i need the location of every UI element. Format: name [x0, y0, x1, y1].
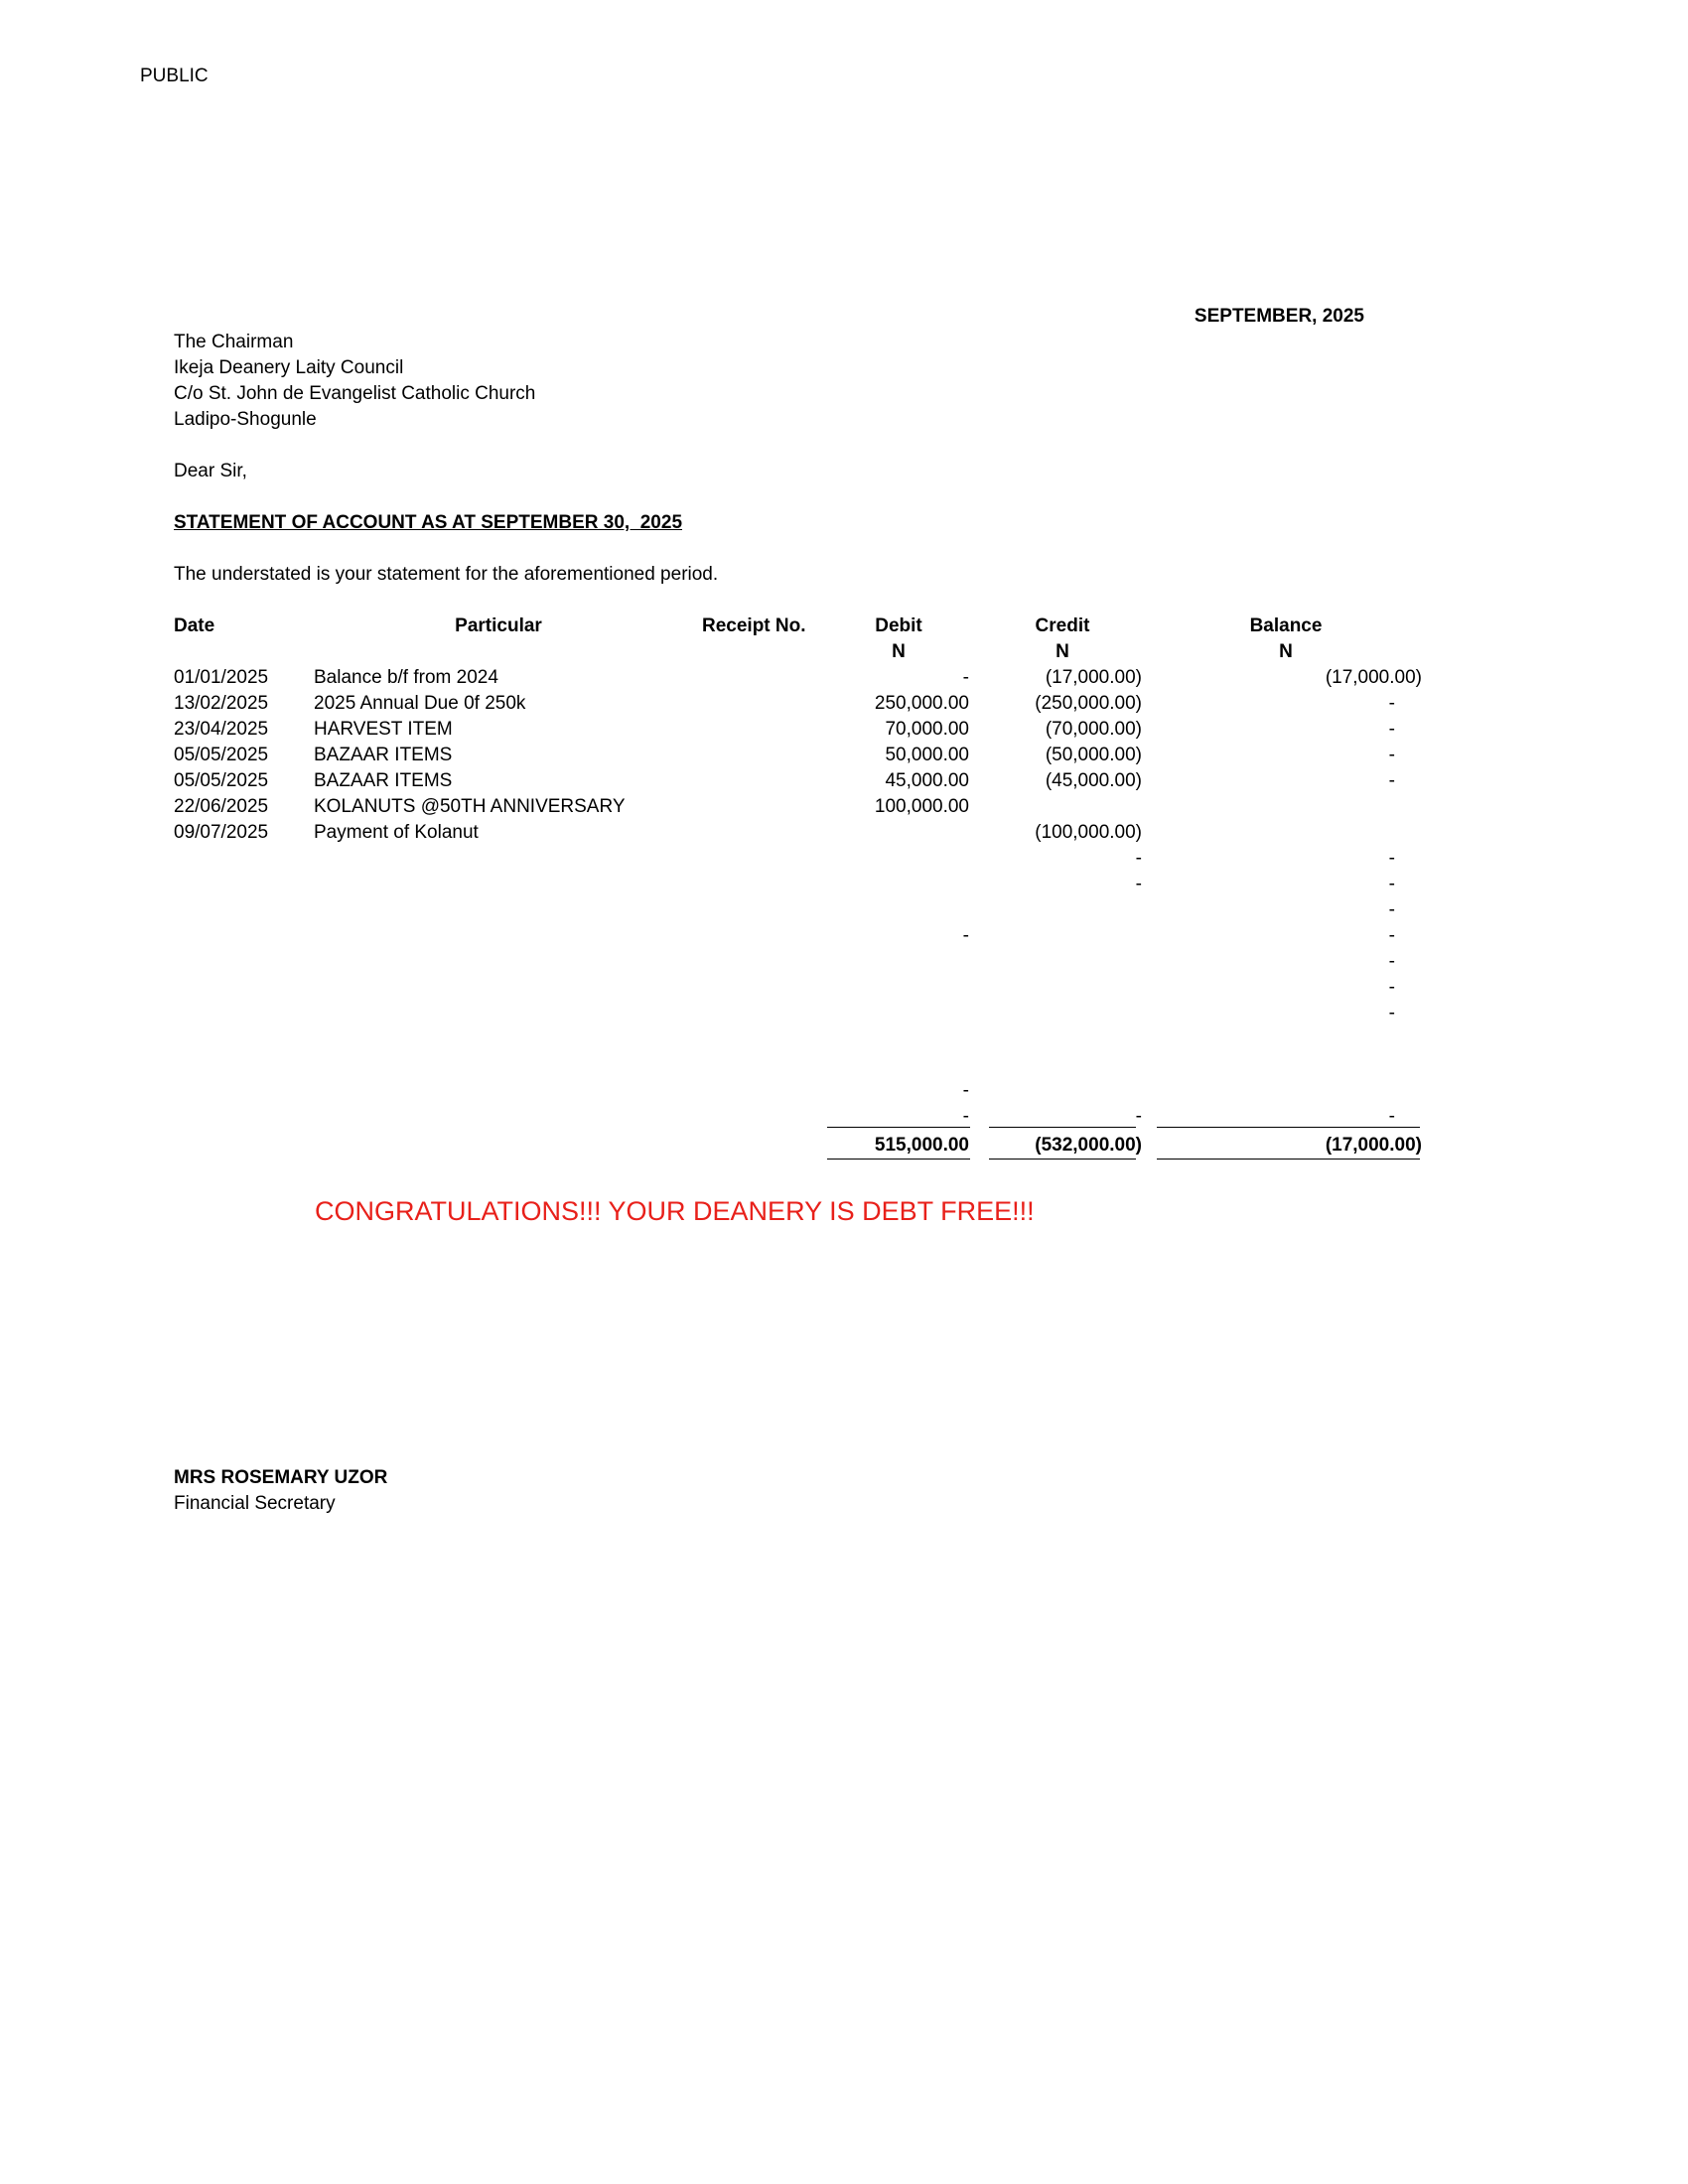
cell-particular: KOLANUTS @50TH ANNIVERSARY: [314, 796, 626, 817]
cell-date: 13/02/2025: [174, 693, 269, 714]
header-debit: Debit: [875, 615, 922, 636]
cell-balance: -: [1388, 977, 1395, 998]
credit-total-rule-top: [989, 1127, 1136, 1128]
cell-debit: -: [962, 667, 969, 688]
address-line-3: C/o St. John de Evangelist Catholic Church: [174, 383, 536, 404]
table-row: [0, 743, 1688, 768]
table-row: [0, 794, 1688, 820]
table-row: [0, 1078, 1688, 1104]
debit-currency: N: [892, 641, 906, 662]
cell-credit: (50,000.00): [1045, 745, 1142, 765]
cell-balance: (17,000.00): [1325, 667, 1422, 688]
cell-debit: 50,000.00: [885, 745, 969, 765]
cell-date: 01/01/2025: [174, 667, 269, 688]
cell-date: 22/06/2025: [174, 796, 269, 817]
cell-credit: -: [1135, 848, 1142, 869]
header-balance: Balance: [1249, 615, 1323, 636]
statement-subject: STATEMENT OF ACCOUNT AS AT SEPTEMBER 30, 2025: [174, 512, 683, 533]
cell-credit: -: [1135, 874, 1142, 894]
cell-credit: (45,000.00): [1045, 770, 1142, 791]
classification-label: PUBLIC: [140, 66, 209, 86]
cell-balance: -: [1388, 1106, 1395, 1127]
table-row: [0, 949, 1688, 975]
date-heading: SEPTEMBER, 2025: [1194, 306, 1364, 327]
cell-particular: Payment of Kolanut: [314, 822, 479, 843]
signatory-name: MRS ROSEMARY UZOR: [174, 1467, 388, 1488]
header-credit: Credit: [1035, 615, 1090, 636]
cell-balance: -: [1388, 745, 1395, 765]
table-row: [0, 846, 1688, 872]
cell-debit: 45,000.00: [885, 770, 969, 791]
cell-debit: -: [962, 925, 969, 946]
cell-balance: -: [1388, 951, 1395, 972]
cell-credit: (100,000.00): [1035, 822, 1142, 843]
cell-particular: 2025 Annual Due 0f 250k: [314, 693, 526, 714]
cell-credit: (70,000.00): [1045, 719, 1142, 740]
cell-balance: -: [1388, 925, 1395, 946]
debt-free-notice: CONGRATULATIONS!!! YOUR DEANERY IS DEBT FREE!!!: [315, 1196, 1035, 1226]
cell-particular: HARVEST ITEM: [314, 719, 453, 740]
cell-credit: (250,000.00): [1035, 693, 1142, 714]
cell-balance: -: [1388, 693, 1395, 714]
cell-date: 09/07/2025: [174, 822, 269, 843]
signatory-title: Financial Secretary: [174, 1493, 336, 1514]
cell-debit: 70,000.00: [885, 719, 969, 740]
cell-balance: -: [1388, 770, 1395, 791]
cell-date: 23/04/2025: [174, 719, 269, 740]
cell-debit: 250,000.00: [874, 693, 969, 714]
table-row: [0, 1052, 1688, 1078]
cell-balance: -: [1388, 719, 1395, 740]
cell-balance: -: [1388, 874, 1395, 894]
address-line-2: Ikeja Deanery Laity Council: [174, 357, 404, 378]
table-row: [0, 897, 1688, 923]
balance-total-rule-bottom: [1157, 1159, 1420, 1160]
table-row: [0, 1001, 1688, 1026]
table-row: [0, 1026, 1688, 1052]
cell-particular: Balance b/f from 2024: [314, 667, 498, 688]
total-debit: 515,000.00: [874, 1135, 969, 1156]
table-row: [0, 717, 1688, 743]
table-row: [0, 872, 1688, 897]
cell-balance: -: [1388, 1003, 1395, 1024]
header-date: Date: [174, 615, 215, 636]
cell-debit: -: [962, 1106, 969, 1127]
address-line-4: Ladipo-Shogunle: [174, 409, 317, 430]
cell-date: 05/05/2025: [174, 770, 269, 791]
cell-particular: BAZAAR ITEMS: [314, 745, 453, 765]
balance-currency: N: [1279, 641, 1293, 662]
debit-total-rule-bottom: [827, 1159, 970, 1160]
header-particular: Particular: [455, 615, 542, 636]
debit-total-rule-top: [827, 1127, 970, 1128]
cell-debit: -: [962, 1080, 969, 1101]
cell-date: 05/05/2025: [174, 745, 269, 765]
salutation: Dear Sir,: [174, 461, 247, 481]
balance-total-rule-top: [1157, 1127, 1420, 1128]
table-row: [0, 923, 1688, 949]
cell-credit: (17,000.00): [1045, 667, 1142, 688]
table-row: [0, 665, 1688, 691]
cell-particular: BAZAAR ITEMS: [314, 770, 453, 791]
credit-currency: N: [1055, 641, 1069, 662]
total-credit: (532,000.00): [1035, 1135, 1142, 1156]
address-line-1: The Chairman: [174, 332, 294, 352]
credit-total-rule-bottom: [989, 1159, 1136, 1160]
intro-text: The understated is your statement for the aforementioned period.: [174, 564, 719, 585]
cell-debit: 100,000.00: [874, 796, 969, 817]
table-row: [0, 768, 1688, 794]
header-receipt-no: Receipt No.: [702, 615, 806, 636]
table-row: [0, 691, 1688, 717]
cell-balance: -: [1388, 899, 1395, 920]
cell-credit: -: [1135, 1106, 1142, 1127]
total-balance: (17,000.00): [1325, 1135, 1422, 1156]
table-row: [0, 820, 1688, 846]
table-row: [0, 975, 1688, 1001]
cell-balance: -: [1388, 848, 1395, 869]
